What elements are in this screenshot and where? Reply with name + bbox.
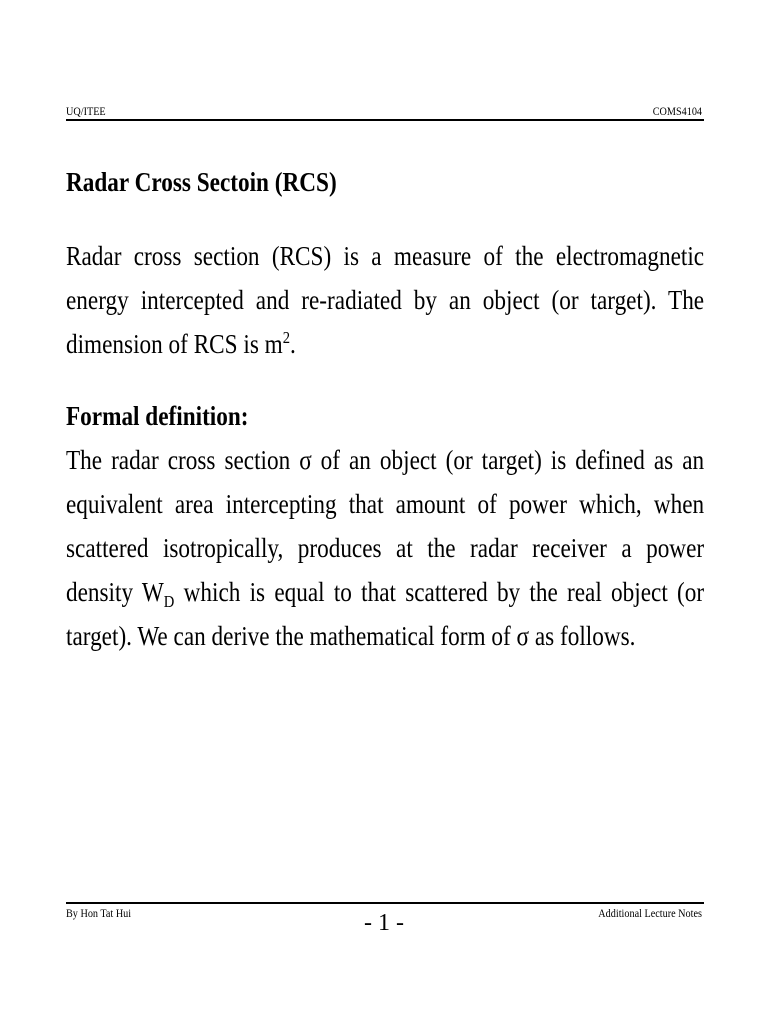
intro-text: Radar cross section (RCS) is a measure of the electromagnetic energy intercepted and re-radiated by an object (or target). The dimension of RCS is m — [66, 241, 705, 359]
intro-paragraph — [66, 234, 704, 366]
definition-heading: Formal definition: — [66, 401, 249, 431]
definition-paragraph — [66, 438, 704, 658]
page-body — [66, 160, 704, 658]
page-number: - 1 - — [364, 910, 404, 936]
header-course-org: UQ/ITEE — [66, 104, 106, 118]
definition-subscript: D — [163, 592, 175, 611]
footer-author: By Hon Tat Hui — [66, 906, 132, 920]
page-title: Radar Cross Sectoin (RCS) — [66, 167, 337, 197]
intro-end: . — [290, 329, 296, 359]
header-rule — [66, 119, 704, 121]
spacer — [66, 366, 704, 394]
footer-doc-type: Additional Lecture Notes — [598, 906, 702, 920]
footer-rule — [66, 902, 704, 904]
definition-text-part1: The radar cross section σ of an object (or target) is defined as an equivalent area intercepting that amount of power which, when scattered isotropically, produces at the radar receiver a power density W — [66, 445, 705, 607]
page-content — [66, 160, 704, 658]
intro-superscript: 2 — [282, 328, 291, 347]
definition-text-part2: which is equal to that scattered by the real object (or target). We can derive the mathematical form of σ as follows. — [66, 577, 705, 651]
header-course-code: COMS4104 — [652, 104, 702, 118]
